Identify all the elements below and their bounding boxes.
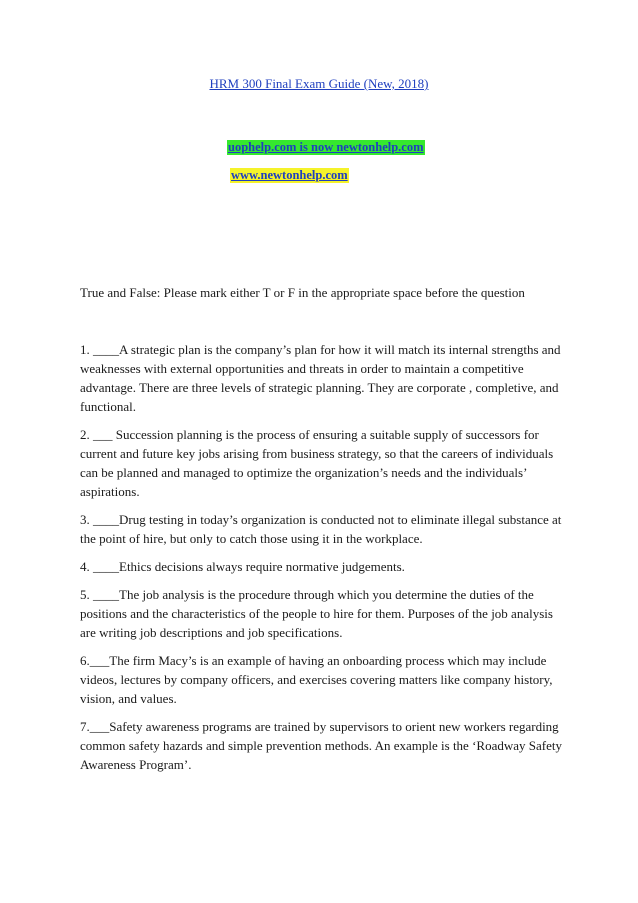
question-list	[80, 340, 570, 783]
question-item: 5. ____The job analysis is the procedure through which you determine the duties of the positions and the characteristics of the people to hire for them. Purposes of the job analysis are writing job descriptions and job specifications.	[80, 587, 553, 640]
question-item: 3. ____Drug testing in today’s organization is conducted not to eliminate illegal substance at the point of hire, but only to catch those using it in the workplace.	[80, 512, 562, 546]
question-item: 2. ___ Succession planning is the process of ensuring a suitable supply of successors for current and future key jobs arising from business strategy, so that the careers of individuals can be planned and managed to optimize the organization’s needs and the individuals’ aspirations.	[80, 427, 554, 499]
promo-link[interactable]: uophelp.com is now newtonhelp.com	[228, 140, 424, 154]
website-link[interactable]: www.newtonhelp.com	[231, 168, 348, 182]
question-item: 1. ____A strategic plan is the company’s plan for how it will match its internal strengths and weaknesses with external opportunities and threats in order to maintain a competitive advantage. There are three levels of strategic planning. They are corporate , completive, and functional.	[80, 342, 561, 414]
document-title-link[interactable]: HRM 300 Final Exam Guide (New, 2018)	[209, 76, 429, 91]
instructions-text: True and False: Please mark either T or F in the appropriate space before the question	[80, 285, 525, 300]
question-item: 6.___The firm Macy’s is an example of having an onboarding process which may include videos, lectures by company officers, and exercises covering matters like company history, vision, and values.	[80, 653, 553, 706]
question-item: 4. ____Ethics decisions always require normative judgements.	[80, 559, 405, 574]
question-item: 7.___Safety awareness programs are trained by supervisors to orient new workers regarding common safety hazards and simple prevention methods. An example is the ‘Roadway Safety Awareness Program’.	[80, 719, 562, 772]
